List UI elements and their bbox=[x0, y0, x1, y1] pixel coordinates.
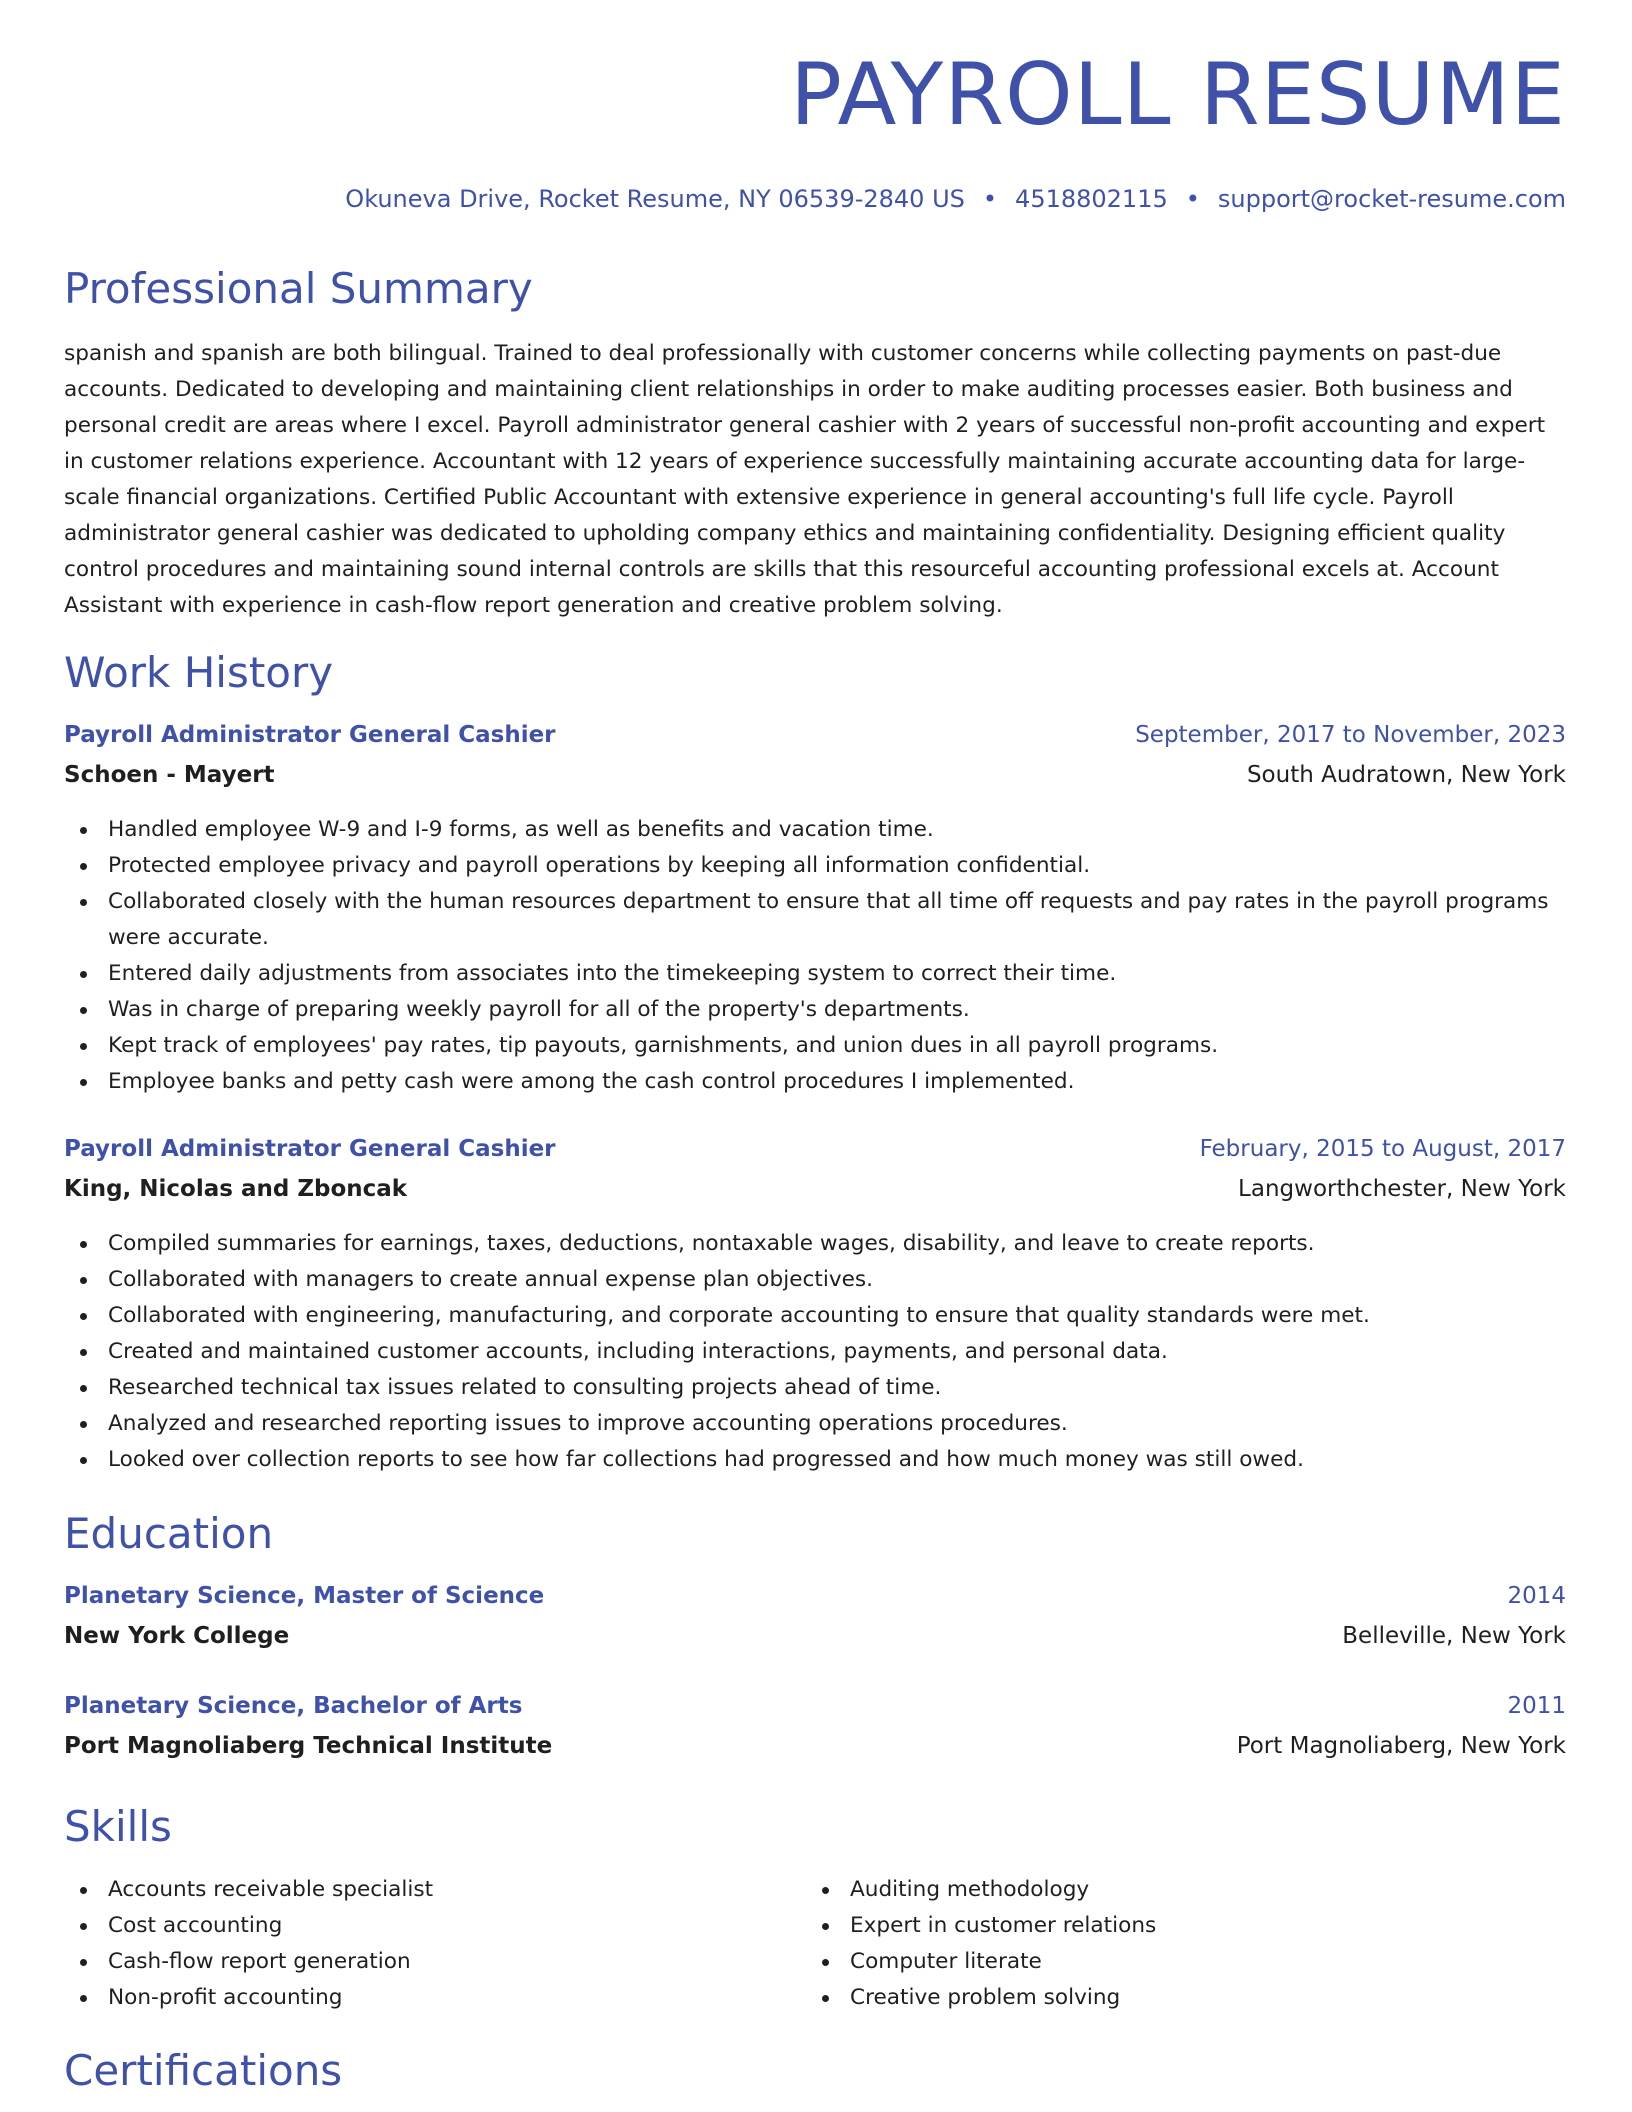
list-item: Auditing methodology bbox=[806, 1872, 1506, 1908]
list-item: Kept track of employees' pay rates, tip payouts, garnishments, and union dues in all payroll programs. bbox=[64, 1028, 1566, 1064]
list-item: Creative problem solving bbox=[806, 1980, 1506, 2016]
job-location: South Audratown, New York bbox=[1246, 762, 1566, 788]
school-location: Port Magnoliaberg, New York bbox=[1236, 1733, 1566, 1759]
list-item: Handled employee W-9 and I-9 forms, as well as benefits and vacation time. bbox=[64, 812, 1566, 848]
job-entry bbox=[64, 720, 1566, 1100]
list-item: Collaborated closely with the human resources department to ensure that all time off requests and pay rates in the payroll programs were accurate. bbox=[64, 884, 1566, 956]
list-item: Entered daily adjustments from associates into the timekeeping system to correct their time. bbox=[64, 956, 1566, 992]
list-item: Collaborated with managers to create annual expense plan objectives. bbox=[64, 1262, 1566, 1298]
list-item: Protected employee privacy and payroll operations by keeping all information confidential. bbox=[64, 848, 1566, 884]
summary-heading: Professional Summary bbox=[64, 264, 533, 313]
education-entry bbox=[64, 1581, 1566, 1661]
job-bullet-list bbox=[64, 1226, 1566, 1478]
list-item: Cash-flow report generation bbox=[64, 1944, 764, 1980]
resume-title: PAYROLL RESUME bbox=[790, 45, 1566, 145]
list-item: Looked over collection reports to see how far collections had progressed and how much money was still owed. bbox=[64, 1442, 1566, 1478]
certifications-heading: Certifications bbox=[64, 2046, 343, 2095]
list-item: Analyzed and researched reporting issues to improve accounting operations procedures. bbox=[64, 1406, 1566, 1442]
contact-address: Okuneva Drive, Rocket Resume, NY 06539-2840 US bbox=[345, 185, 965, 213]
skills-heading: Skills bbox=[64, 1802, 172, 1851]
list-item: Non-profit accounting bbox=[64, 1980, 764, 2016]
skills-column-left bbox=[64, 1872, 764, 2016]
list-item: Employee banks and petty cash were among the cash control procedures I implemented. bbox=[64, 1064, 1566, 1100]
contact-email[interactable]: support@rocket-resume.com bbox=[1217, 185, 1566, 213]
list-item: Researched technical tax issues related to consulting projects ahead of time. bbox=[64, 1370, 1566, 1406]
summary-text: spanish and spanish are both bilingual. Trained to deal professionally with customer concerns while collecting payments on past-due accounts. Dedicated to developing and maintaining client relationships in order to make auditing processes easier. Both business and personal credit are areas where I excel. Payroll administrator general cashier with 2 years of successful non-profit accounting and expert in customer relations experience. Accountant with 12 years of experience successfully maintaining accurate accounting data for large-scale financial organizations. Certified Public Accountant with extensive experience in general accounting's full life cycle. Payroll administrator general cashier was dedicated to upholding company ethics and maintaining confidentiality. Designing efficient quality control procedures and maintaining sound internal controls are skills that this resourceful accounting professional excels at. Account Assistant with experience in cash-flow report generation and creative problem solving. bbox=[64, 341, 1546, 618]
list-item: Compiled summaries for earnings, taxes, deductions, nontaxable wages, disability, and leave to create reports. bbox=[64, 1226, 1566, 1262]
job-bullet-list bbox=[64, 812, 1566, 1100]
job-dates: September, 2017 to November, 2023 bbox=[1135, 722, 1566, 748]
list-item: Cost accounting bbox=[64, 1908, 764, 1944]
job-company: King, Nicolas and Zboncak bbox=[64, 1176, 408, 1202]
job-entry bbox=[64, 1134, 1566, 1478]
list-item: Computer literate bbox=[806, 1944, 1506, 1980]
resume-page bbox=[64, 0, 1566, 2112]
list-item: Was in charge of preparing weekly payroll for all of the property's departments. bbox=[64, 992, 1566, 1028]
graduation-year: 2014 bbox=[1507, 1583, 1566, 1609]
contact-line bbox=[345, 184, 1566, 214]
degree-title: Planetary Science, Bachelor of Arts bbox=[64, 1693, 523, 1719]
list-item: Collaborated with engineering, manufacturing, and corporate accounting to ensure that quality standards were met. bbox=[64, 1298, 1566, 1334]
job-location: Langworthchester, New York bbox=[1238, 1176, 1566, 1202]
school-name: New York College bbox=[64, 1623, 290, 1649]
education-heading: Education bbox=[64, 1509, 274, 1558]
education-entry bbox=[64, 1691, 1566, 1771]
contact-separator: • bbox=[982, 185, 998, 213]
list-item: Expert in customer relations bbox=[806, 1908, 1506, 1944]
degree-title: Planetary Science, Master of Science bbox=[64, 1583, 545, 1609]
school-location: Belleville, New York bbox=[1342, 1623, 1566, 1649]
job-company: Schoen - Mayert bbox=[64, 762, 275, 788]
skills-column-right bbox=[806, 1872, 1506, 2016]
list-item: Accounts receivable specialist bbox=[64, 1872, 764, 1908]
contact-separator: • bbox=[1185, 185, 1200, 213]
list-item: Created and maintained customer accounts, including interactions, payments, and personal data. bbox=[64, 1334, 1566, 1370]
school-name: Port Magnoliaberg Technical Institute bbox=[64, 1733, 553, 1759]
graduation-year: 2011 bbox=[1507, 1693, 1566, 1719]
job-title: Payroll Administrator General Cashier bbox=[64, 1136, 556, 1162]
work-history-heading: Work History bbox=[64, 648, 334, 697]
job-dates: February, 2015 to August, 2017 bbox=[1199, 1136, 1566, 1162]
contact-phone: 4518802115 bbox=[1015, 185, 1168, 213]
job-title: Payroll Administrator General Cashier bbox=[64, 722, 556, 748]
